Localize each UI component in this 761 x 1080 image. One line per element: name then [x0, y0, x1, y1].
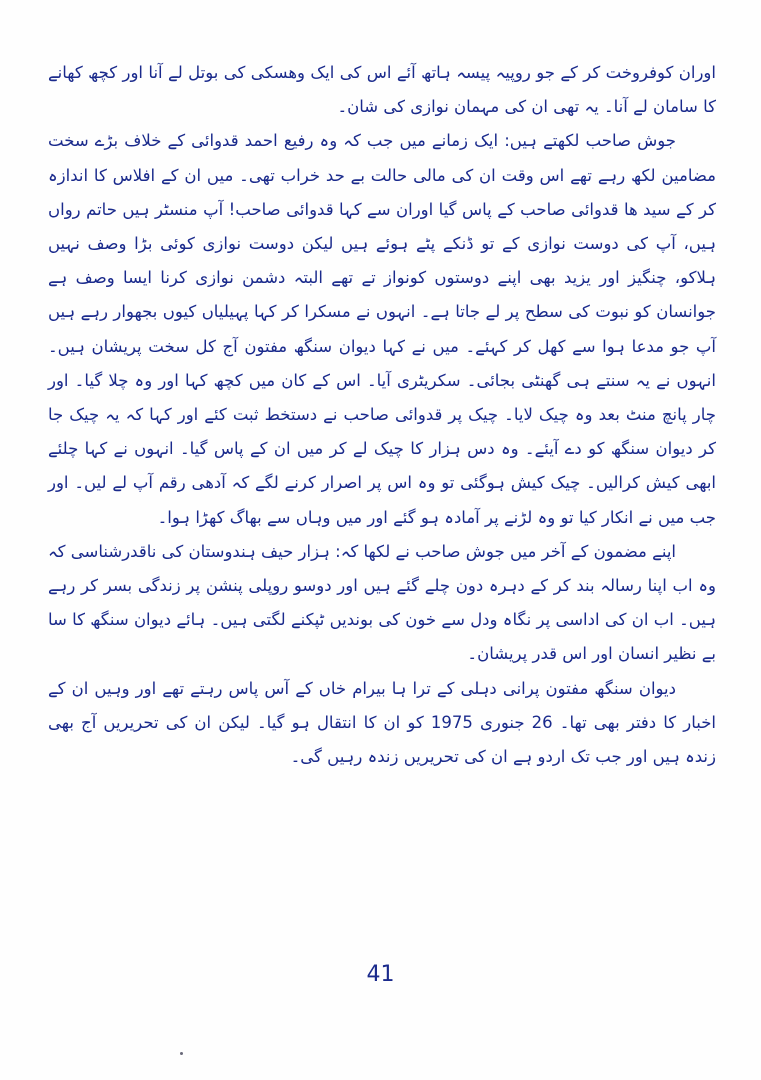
page-number: 41: [366, 962, 395, 987]
paragraph-2: جوش صاحب لکھتے ہیں: ایک زمانے میں جب کہ وہ رفیع احمد قدوائی کے خلاف بڑے سخت مضامین لکھ رہے تھے اس وقت ان کی مالی حالت بے حد خراب تھی۔ میں ان کے افلاس کا اندازہ کر کے سید ھا قدوائی صاحب کے پاس گیا اوران سے کہا قدوائی صاحب! آپ منسٹر ہیں حاتم رواں ہیں، آپ کی دوست نوازی کے تو ڈنکے پٹے ہوئے ہیں لیکن دوست نوازی کوئی بڑا وصف نہیں ہلاکو، چنگیز اور یزید بھی اپنے دوستوں کونواز تے تھے البتہ دشمن نوازی کرنا ایسا وصف ہے جوانسان کو نبوت کی سطح پر لے جاتا ہے۔ انہوں نے مسکرا کر کہا پہیلیاں کیوں بجھوار رہے ہیں آپ جو مدعا ہوا سے کھل کر کہئے۔ میں نے کہا دیوان سنگھ مفتون آج کل سخت پریشان ہیں۔ انہوں نے یہ سنتے ہی گھنٹی بجائی۔ سکریٹری آیا۔ اس کے کان میں کچھ کہا اور وہ چلا گیا۔ اور چار پانچ منٹ بعد وہ چیک لایا۔ چیک پر قدوائی صاحب نے دستخط ثبت کئے اور کہا کہ یہ چیک جا کر دیوان سنگھ کو دے آیئے۔ وہ دس ہزار کا چیک لے کر میں ان کے پاس گیا۔ انہوں نے کہا چلئے ابھی کیش کرالیں۔ چیک کیش ہوگئی تو وہ اس پر اصرار کرنے لگے کہ آدھی رقم آپ لے لیں۔ اور جب میں نے انکار کیا تو وہ لڑنے پر آمادہ ہو گئے اور میں وہاں سے بھاگ کھڑا ہوا۔: [48, 131, 716, 527]
body-text: [48, 56, 716, 774]
paragraph-4: دیوان سنگھ مفتون پرانی دہلی کے ترا ہا بیرام خاں کے آس پاس رہتے تھے اور وہیں ان کے اخبار کا دفتر بھی تھا۔ 26 جنوری 1975 کو ان کا انتقال ہو گیا۔ لیکن ان کی تحریریں آج بھی زندہ ہیں اور جب تک اردو ہے ان کی تحریریں زندہ رہیں گی۔: [48, 678, 717, 767]
paragraph-1: اوران کوفروخت کر کے جو روپیہ پیسہ ہاتھ آئے اس کی ایک وھسکی کی بوتل لے آنا اور کچھ کھانے کا سامان لے آنا۔ یہ تھی ان کی مہمان نوازی کی شان۔: [48, 63, 716, 117]
scan-speck: [180, 1052, 183, 1055]
paragraph-3: اپنے مضمون کے آخر میں جوش صاحب نے لکھا کہ: ہزار حیف ہندوستان کی ناقدرشناسی کہ وہ اب اپنا رسالہ بند کر کے دہرہ دون چلے گئے ہیں اور دوسو روپلی پنشن پر زندگی بسر کر رہے ہیں۔ اب ان کی اداسی پر نگاہ ودل سے خون کی بوندیں ٹپکنے لگتی ہیں۔ ہائے دیوان سنگھ کا سا بے نظیر انسان اور اس قدر پریشان۔: [48, 541, 716, 664]
